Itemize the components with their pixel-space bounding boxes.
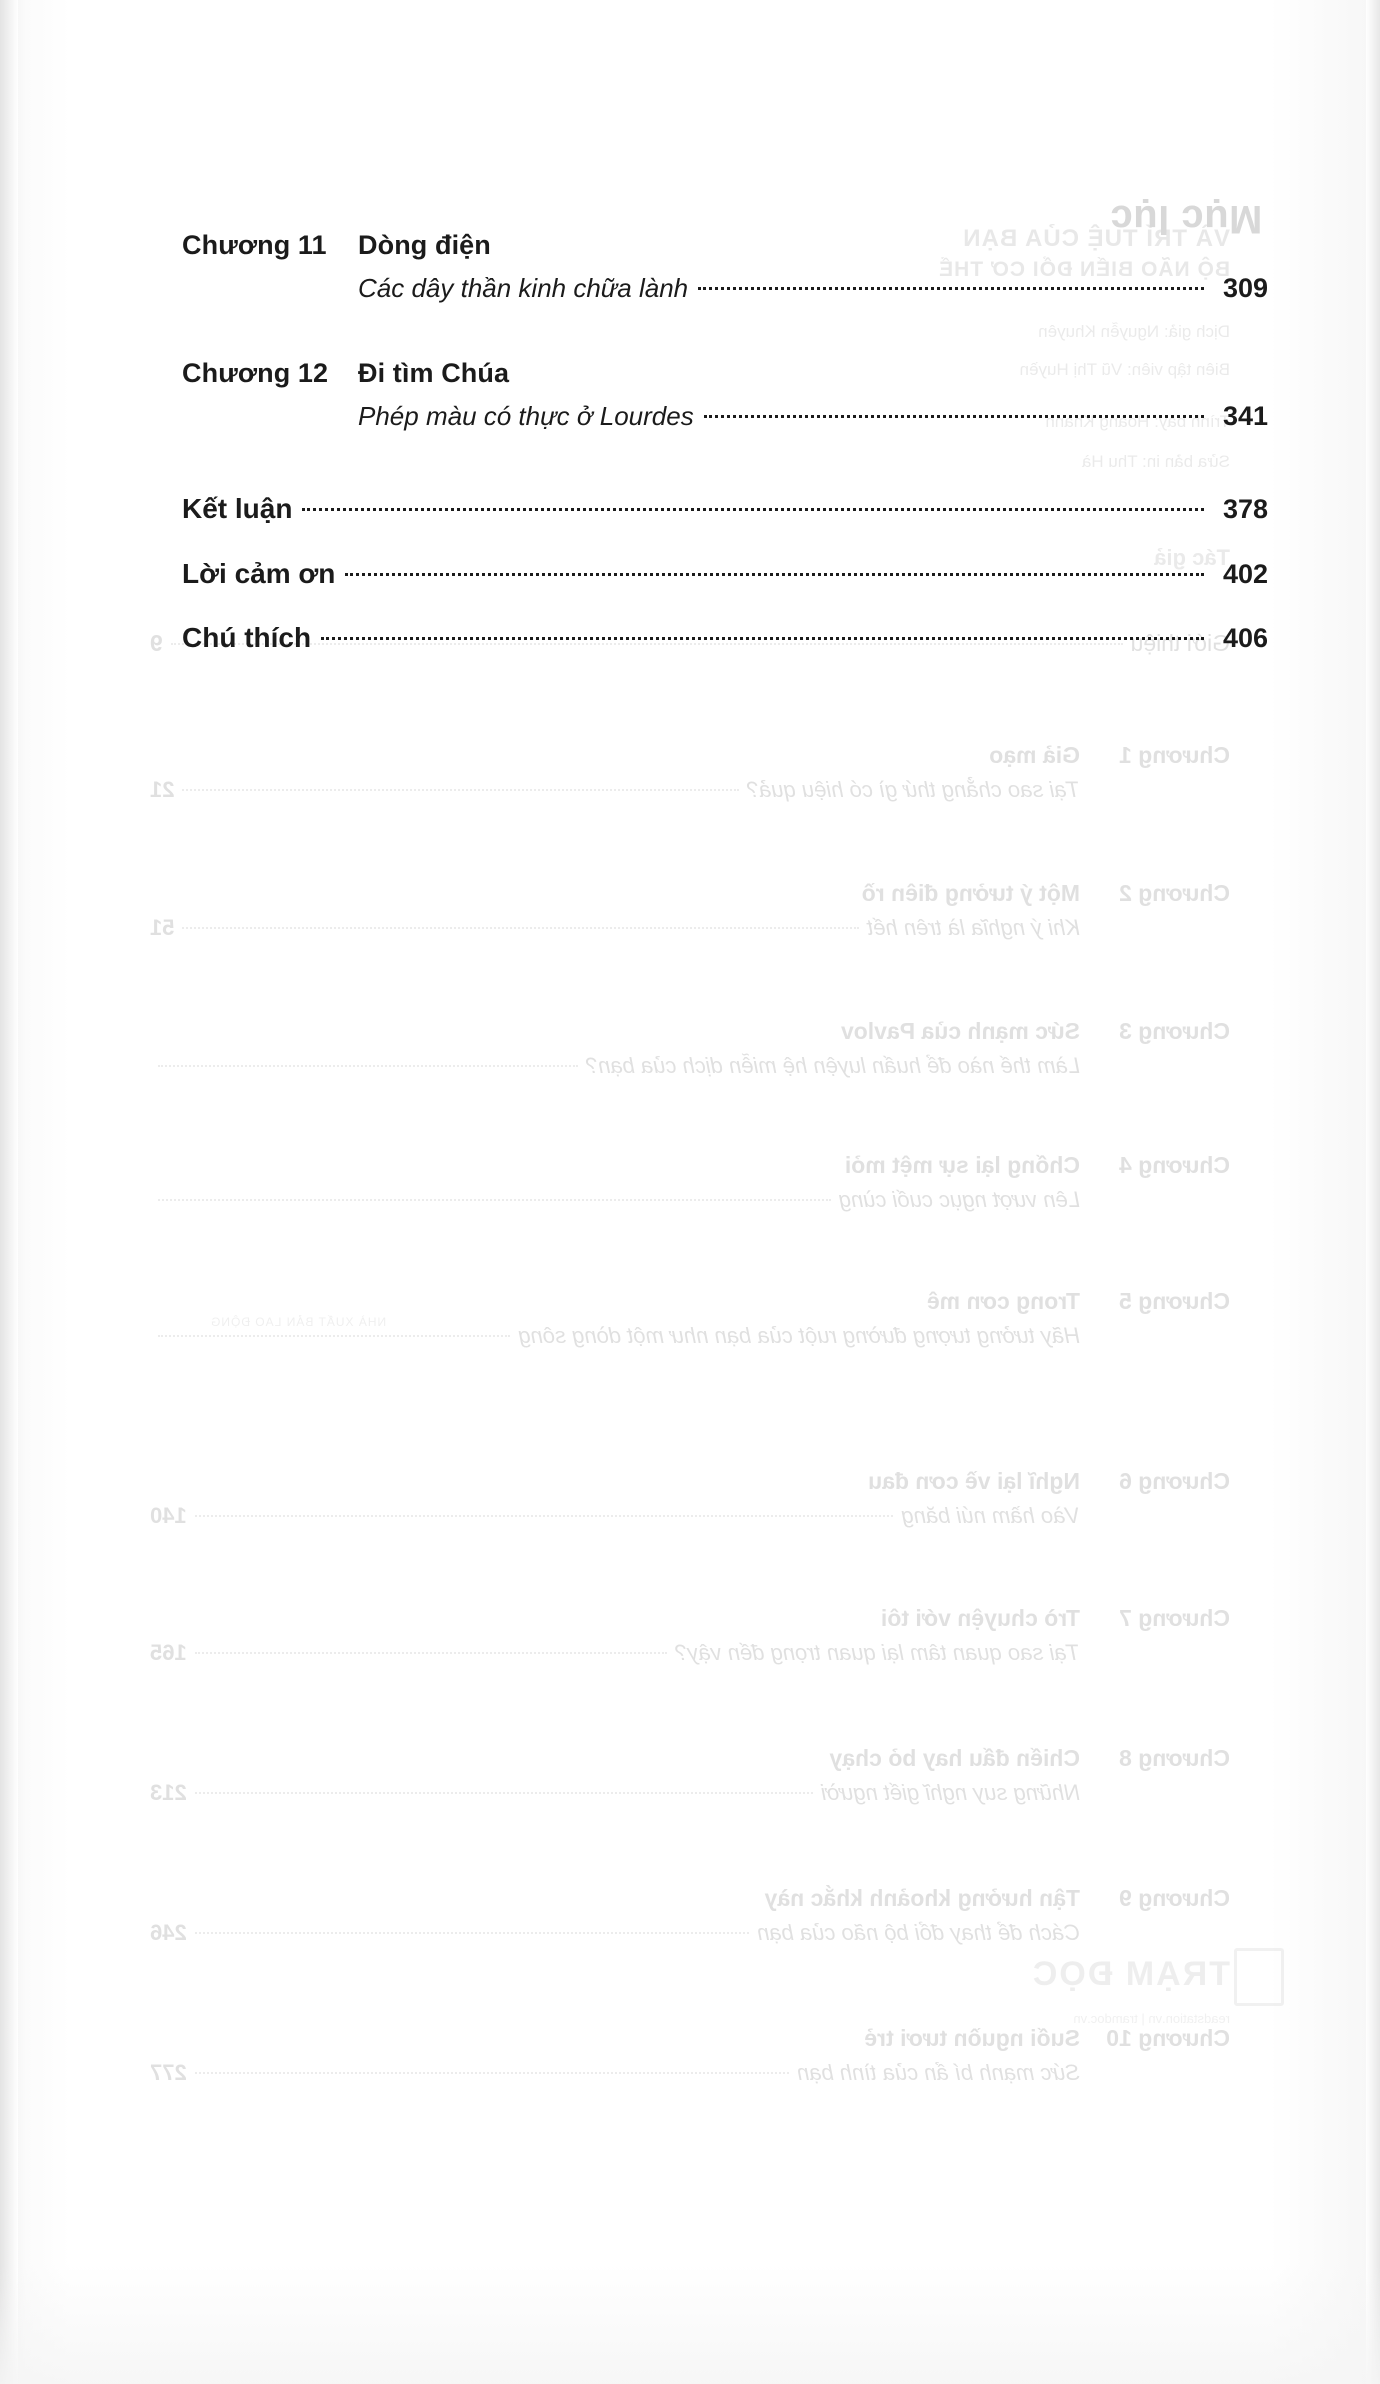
entry-label: Kết luận: [182, 493, 293, 524]
dot-leader: [195, 1792, 813, 1794]
showthrough-chapter-title: Trò chuyện với tôi: [880, 1605, 1080, 1631]
showthrough-credit-1: Biên tập viên: Vũ Thị Huyền: [1019, 360, 1230, 379]
dot-leader: [182, 789, 738, 791]
showthrough-chapter-number: Chương 6: [1119, 1468, 1230, 1494]
showthrough-credit-3: Sửa bản in: Thu Hà: [1081, 452, 1230, 471]
showthrough-chapter-number: Chương 2: [1119, 880, 1230, 906]
page-right-edge: [1366, 0, 1380, 2384]
chapter-subtitle: Phép màu có thực ở Lourdes: [358, 401, 694, 431]
page-title-showthrough: Mục lục: [1109, 197, 1262, 241]
dot-leader: [321, 637, 1204, 640]
entry-label: Chú thích: [182, 622, 312, 653]
showthrough-chapter-subtitle: Lên vượt ngục cuối cùng: [838, 1187, 1080, 1212]
showthrough-entry: [150, 1152, 1230, 1213]
page-number: 406: [1222, 623, 1268, 653]
showthrough-intro-label: Giới thiệu: [1130, 630, 1230, 656]
showthrough-entry: [150, 1605, 1230, 1666]
showthrough-chapter-title: Chiến đấu hay bỏ chạy: [829, 1745, 1080, 1771]
showthrough-chapter-page: 246: [150, 1920, 187, 1945]
page-left-edge: [0, 0, 18, 2384]
showthrough-entry: [150, 1745, 1230, 1806]
showthrough-entry: [150, 1885, 1230, 1946]
showthrough-credit-0: Dịch giả: Nguyễn Khuyên: [1038, 322, 1230, 341]
showthrough-chapter-page: 140: [150, 1503, 187, 1528]
dot-leader: [195, 1652, 667, 1654]
showthrough-intro-page: 9: [150, 630, 163, 656]
dot-leader: [698, 287, 1204, 290]
page-number: 378: [1222, 494, 1268, 524]
showthrough-chapter-subtitle: Những suy nghĩ giết người: [821, 1780, 1080, 1805]
showthrough-chapter-title: Một ý tưởng điên rồ: [861, 880, 1080, 906]
showthrough-chapter-page: 213: [150, 1780, 187, 1805]
showthrough-chapter-page: 21: [150, 777, 175, 802]
showthrough-chapter-subtitle: Hãy tưởng tượng đường ruột của bạn như một dòng sông: [518, 1323, 1080, 1348]
showthrough-imprint-stamp: NHÀ XUẤT BẢN LAO ĐỘNG: [210, 1315, 387, 1329]
showthrough-chapter-title: Tận hưởng khoảnh khắc này: [764, 1885, 1080, 1911]
chapter-number: Chương 11: [182, 230, 327, 260]
showthrough-title-line-1: VÀ TRÍ TUỆ CỦA BẠN: [962, 225, 1230, 252]
dot-leader: [704, 415, 1204, 418]
chapter-title: Đi tìm Chúa: [358, 358, 510, 388]
dot-leader: [302, 508, 1204, 511]
entry-label: Lời cảm ơn: [182, 558, 336, 589]
showthrough-title-line-2: BỘ NÃO BIẾN ĐỔI CƠ THỂ: [938, 258, 1230, 281]
showthrough-entry: [150, 2025, 1230, 2086]
showthrough-chapter-number: Chương 7: [1119, 1605, 1230, 1631]
dot-leader: [158, 1199, 831, 1201]
dot-leader: [345, 573, 1204, 576]
page-number: 309: [1222, 273, 1268, 303]
showthrough-chapter-number: Chương 5: [1119, 1288, 1230, 1314]
showthrough-chapter-subtitle: Khi ý nghĩa là trên hết: [867, 915, 1080, 940]
showthrough-chapter-number: Chương 9: [1119, 1885, 1230, 1911]
dot-leader: [195, 1932, 749, 1934]
chapter-number: Chương 12: [182, 358, 329, 388]
showthrough-entry: [150, 742, 1230, 803]
toc-entry-chapter-11[interactable]: [182, 230, 1268, 304]
showthrough-entry: [150, 1288, 1230, 1349]
showthrough-chapter-title: Suối nguồn tươi trẻ: [864, 2025, 1080, 2051]
showthrough-chapter-number: Chương 3: [1119, 1018, 1230, 1044]
showthrough-chapter-number: Chương 10: [1106, 2025, 1230, 2051]
showthrough-chapter-subtitle: Vào hầm núi băng: [901, 1503, 1080, 1528]
showthrough-publisher: TRẠM ĐỌC: [1030, 1955, 1230, 1993]
showthrough-chapter-subtitle: Tại sao chẳng thứ gì có hiệu quả?: [746, 777, 1080, 802]
chapter-subtitle: Các dây thần kinh chữa lành: [358, 273, 689, 303]
toc-entry-notes[interactable]: [182, 622, 1268, 654]
showthrough-chapter-title: Chống lại sự mệt mỏi: [844, 1152, 1080, 1178]
showthrough-credit-2: Trình bày: Hoàng Khanh: [1045, 412, 1230, 431]
showthrough-chapter-title: Trong cơn mê: [926, 1288, 1080, 1314]
showthrough-chapter-number: Chương 4: [1119, 1152, 1230, 1178]
showthrough-chapter-title: Sức mạnh của Pavlov: [840, 1018, 1080, 1044]
showthrough-chapter-number: Chương 1: [1119, 742, 1230, 768]
chapter-title: Dòng điện: [358, 230, 491, 260]
toc-entry-conclusion[interactable]: [182, 493, 1268, 525]
showthrough-chapter-subtitle: Tại sao quan tâm lại quan trọng đến vậy?: [675, 1640, 1080, 1665]
showthrough-entry: [150, 880, 1230, 941]
showthrough-chapter-subtitle: Cách để thay đổi bộ não của bạn: [757, 1920, 1080, 1945]
showthrough-chapter-title: Giả mạo: [989, 742, 1080, 768]
showthrough-author-label: Tác giả: [1154, 545, 1230, 570]
dot-leader: [195, 2072, 789, 2074]
toc-entry-acknowledgements[interactable]: [182, 558, 1268, 590]
showthrough-chapter-title: Nghĩ lại về cơn đau: [868, 1468, 1080, 1494]
page-number: 402: [1222, 559, 1268, 589]
showthrough-chapter-page: 165: [150, 1640, 187, 1665]
showthrough-entry: [150, 1018, 1230, 1079]
dot-leader: [158, 1335, 510, 1337]
showthrough-entry: [150, 1468, 1230, 1529]
dot-leader: [195, 1515, 894, 1517]
dot-leader: [182, 927, 859, 929]
showthrough-chapter-subtitle: Làm thế nào để huấn luyện hệ miễn dịch của bạn?: [585, 1053, 1080, 1078]
showthrough-chapter-subtitle: Sức mạnh bí ẩn của tình bạn: [796, 2060, 1080, 2085]
page-number: 341: [1222, 401, 1268, 431]
showthrough-publisher-caption: readstation.vn | tramdoc.vn: [1073, 2011, 1230, 2026]
showthrough-chapter-page: 277: [150, 2060, 187, 2085]
dot-leader: [158, 1065, 578, 1067]
toc-entry-chapter-12[interactable]: [182, 358, 1268, 432]
showthrough-chapter-page: 51: [150, 915, 175, 940]
showthrough-chapter-number: Chương 8: [1119, 1745, 1230, 1771]
publisher-logo-icon: [1234, 1948, 1284, 2006]
